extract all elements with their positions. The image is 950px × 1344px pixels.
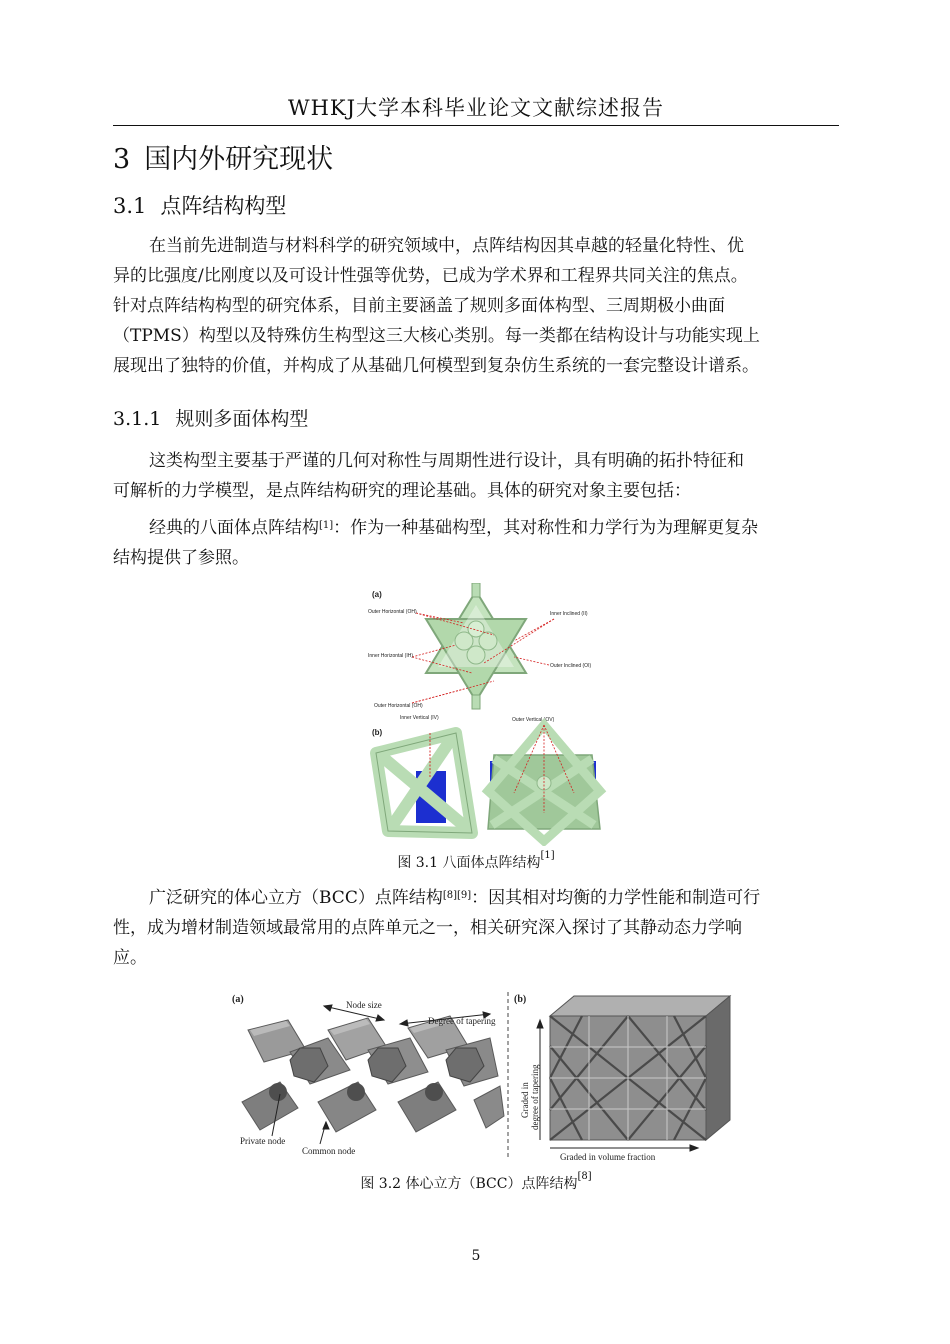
figure-1-illustration	[364, 583, 616, 846]
label-graded-volume-fraction: Graded in volume fraction	[560, 1152, 656, 1162]
paragraph-line: 在当前先进制造与材料科学的研究领域中，点阵结构因其卓越的轻量化特性、优	[149, 236, 744, 256]
label-degree-of-tapering-axis: degree of tapering	[530, 1064, 540, 1130]
figure-2-panel-b-label: (b)	[514, 994, 527, 1005]
inline-text: 广泛研究的体心立方（BCC）点阵结构	[149, 888, 443, 908]
subsubsection-number: 3.1.1	[113, 408, 162, 430]
paragraph-line: 可解析的力学模型，是点阵结构研究的理论基础。具体的研究对象主要包括：	[113, 481, 691, 501]
paragraph-3	[113, 513, 839, 573]
caption-text: 图 3.2 体心立方（BCC）点阵结构	[360, 1176, 578, 1192]
graded-lattice-cube	[550, 996, 730, 1140]
figure-bcc-lattice	[228, 990, 733, 1165]
inline-text: ：作为一种基础构型，其对称性和力学行为为理解更复杂	[333, 518, 759, 538]
label-common-node: Common node	[302, 1146, 356, 1156]
paragraph-line: 性，成为增材制造领域最常用的点阵单元之一，相关研究深入探讨了其静动态力学响	[113, 918, 742, 938]
label-node-size: Node size	[346, 1000, 382, 1010]
subsection-title: 点阵结构构型	[160, 194, 287, 218]
label-inner-inclined: Inner Inclined (II)	[550, 611, 588, 617]
label-graded-in: Graded in	[520, 1082, 530, 1118]
page-header: WHKJ大学本科毕业论文文献综述报告	[287, 96, 664, 120]
figure-1-panel-a-label: (a)	[372, 590, 382, 599]
paragraph-line: （TPMS）构型以及特殊仿生构型这三大核心类别。每一类都在结构设计与功能实现上	[113, 326, 760, 346]
paragraph-4	[113, 883, 839, 973]
figure-2-caption	[113, 1173, 839, 1193]
section-title: 国内外研究现状	[144, 144, 334, 175]
citation-ref: [8][9]	[442, 890, 472, 901]
paragraph-line: 异的比强度/比刚度以及可设计性强等优势，已成为学术界和工程界共同关注的焦点。	[113, 266, 748, 286]
inline-text: ：因其相对均衡的力学性能和制造可行	[471, 888, 761, 908]
figure-1-caption	[113, 852, 839, 872]
label-outer-vertical: Outer Vertical (OV)	[512, 717, 555, 723]
inline-text: 经典的八面体点阵结构	[149, 518, 319, 538]
intro-paragraph	[113, 231, 839, 381]
paragraph-2	[113, 446, 839, 506]
label-private-node: Private node	[240, 1136, 286, 1146]
subsection-number: 3.1	[113, 194, 147, 218]
subsubsection-heading	[113, 404, 308, 431]
label-inner-horizontal: Inner Horizontal (IH)	[368, 653, 414, 659]
paragraph-line: 针对点阵结构构型的研究体系，目前主要涵盖了规则多面体构型、三周期极小曲面	[113, 296, 725, 316]
subsection-heading	[113, 190, 286, 220]
citation-ref: [1]	[319, 520, 334, 531]
label-degree-of-tapering: Degree of tapering	[428, 1016, 496, 1026]
caption-text: 图 3.1 八面体点阵结构	[397, 855, 541, 871]
citation-ref: [8]	[577, 1171, 592, 1182]
paragraph-line: 应。	[113, 948, 147, 968]
label-outer-horizontal-bottom: Outer Horizontal (OH)	[374, 703, 423, 709]
paragraph-line	[113, 513, 839, 543]
paragraph-line: 这类构型主要基于严谨的几何对称性与周期性进行设计，具有明确的拓扑特征和	[149, 451, 744, 471]
figure-1-panel-b-label: (b)	[372, 728, 383, 737]
header-rule	[113, 125, 839, 126]
section-heading	[113, 137, 333, 176]
paragraph-line	[113, 883, 839, 913]
citation-ref: [1]	[540, 850, 555, 861]
section-number: 3	[113, 144, 131, 175]
paragraph-line: 展现出了独特的价值，并构成了从基础几何模型到复杂仿生系统的一套完整设计谱系。	[113, 356, 759, 376]
label-inner-vertical: Inner Vertical (IV)	[400, 715, 439, 721]
label-outer-horizontal: Outer Horizontal (OH)	[368, 609, 417, 615]
label-outer-inclined: Outer Inclined (OI)	[550, 663, 592, 669]
figure-2-panel-a-label: (a)	[232, 994, 244, 1005]
paragraph-line: 结构提供了参照。	[113, 548, 249, 568]
subsubsection-title: 规则多面体构型	[175, 408, 309, 430]
figure-2-illustration	[228, 990, 733, 1165]
figure-octahedral-lattice	[364, 583, 616, 846]
page-number: 5	[471, 1248, 481, 1264]
